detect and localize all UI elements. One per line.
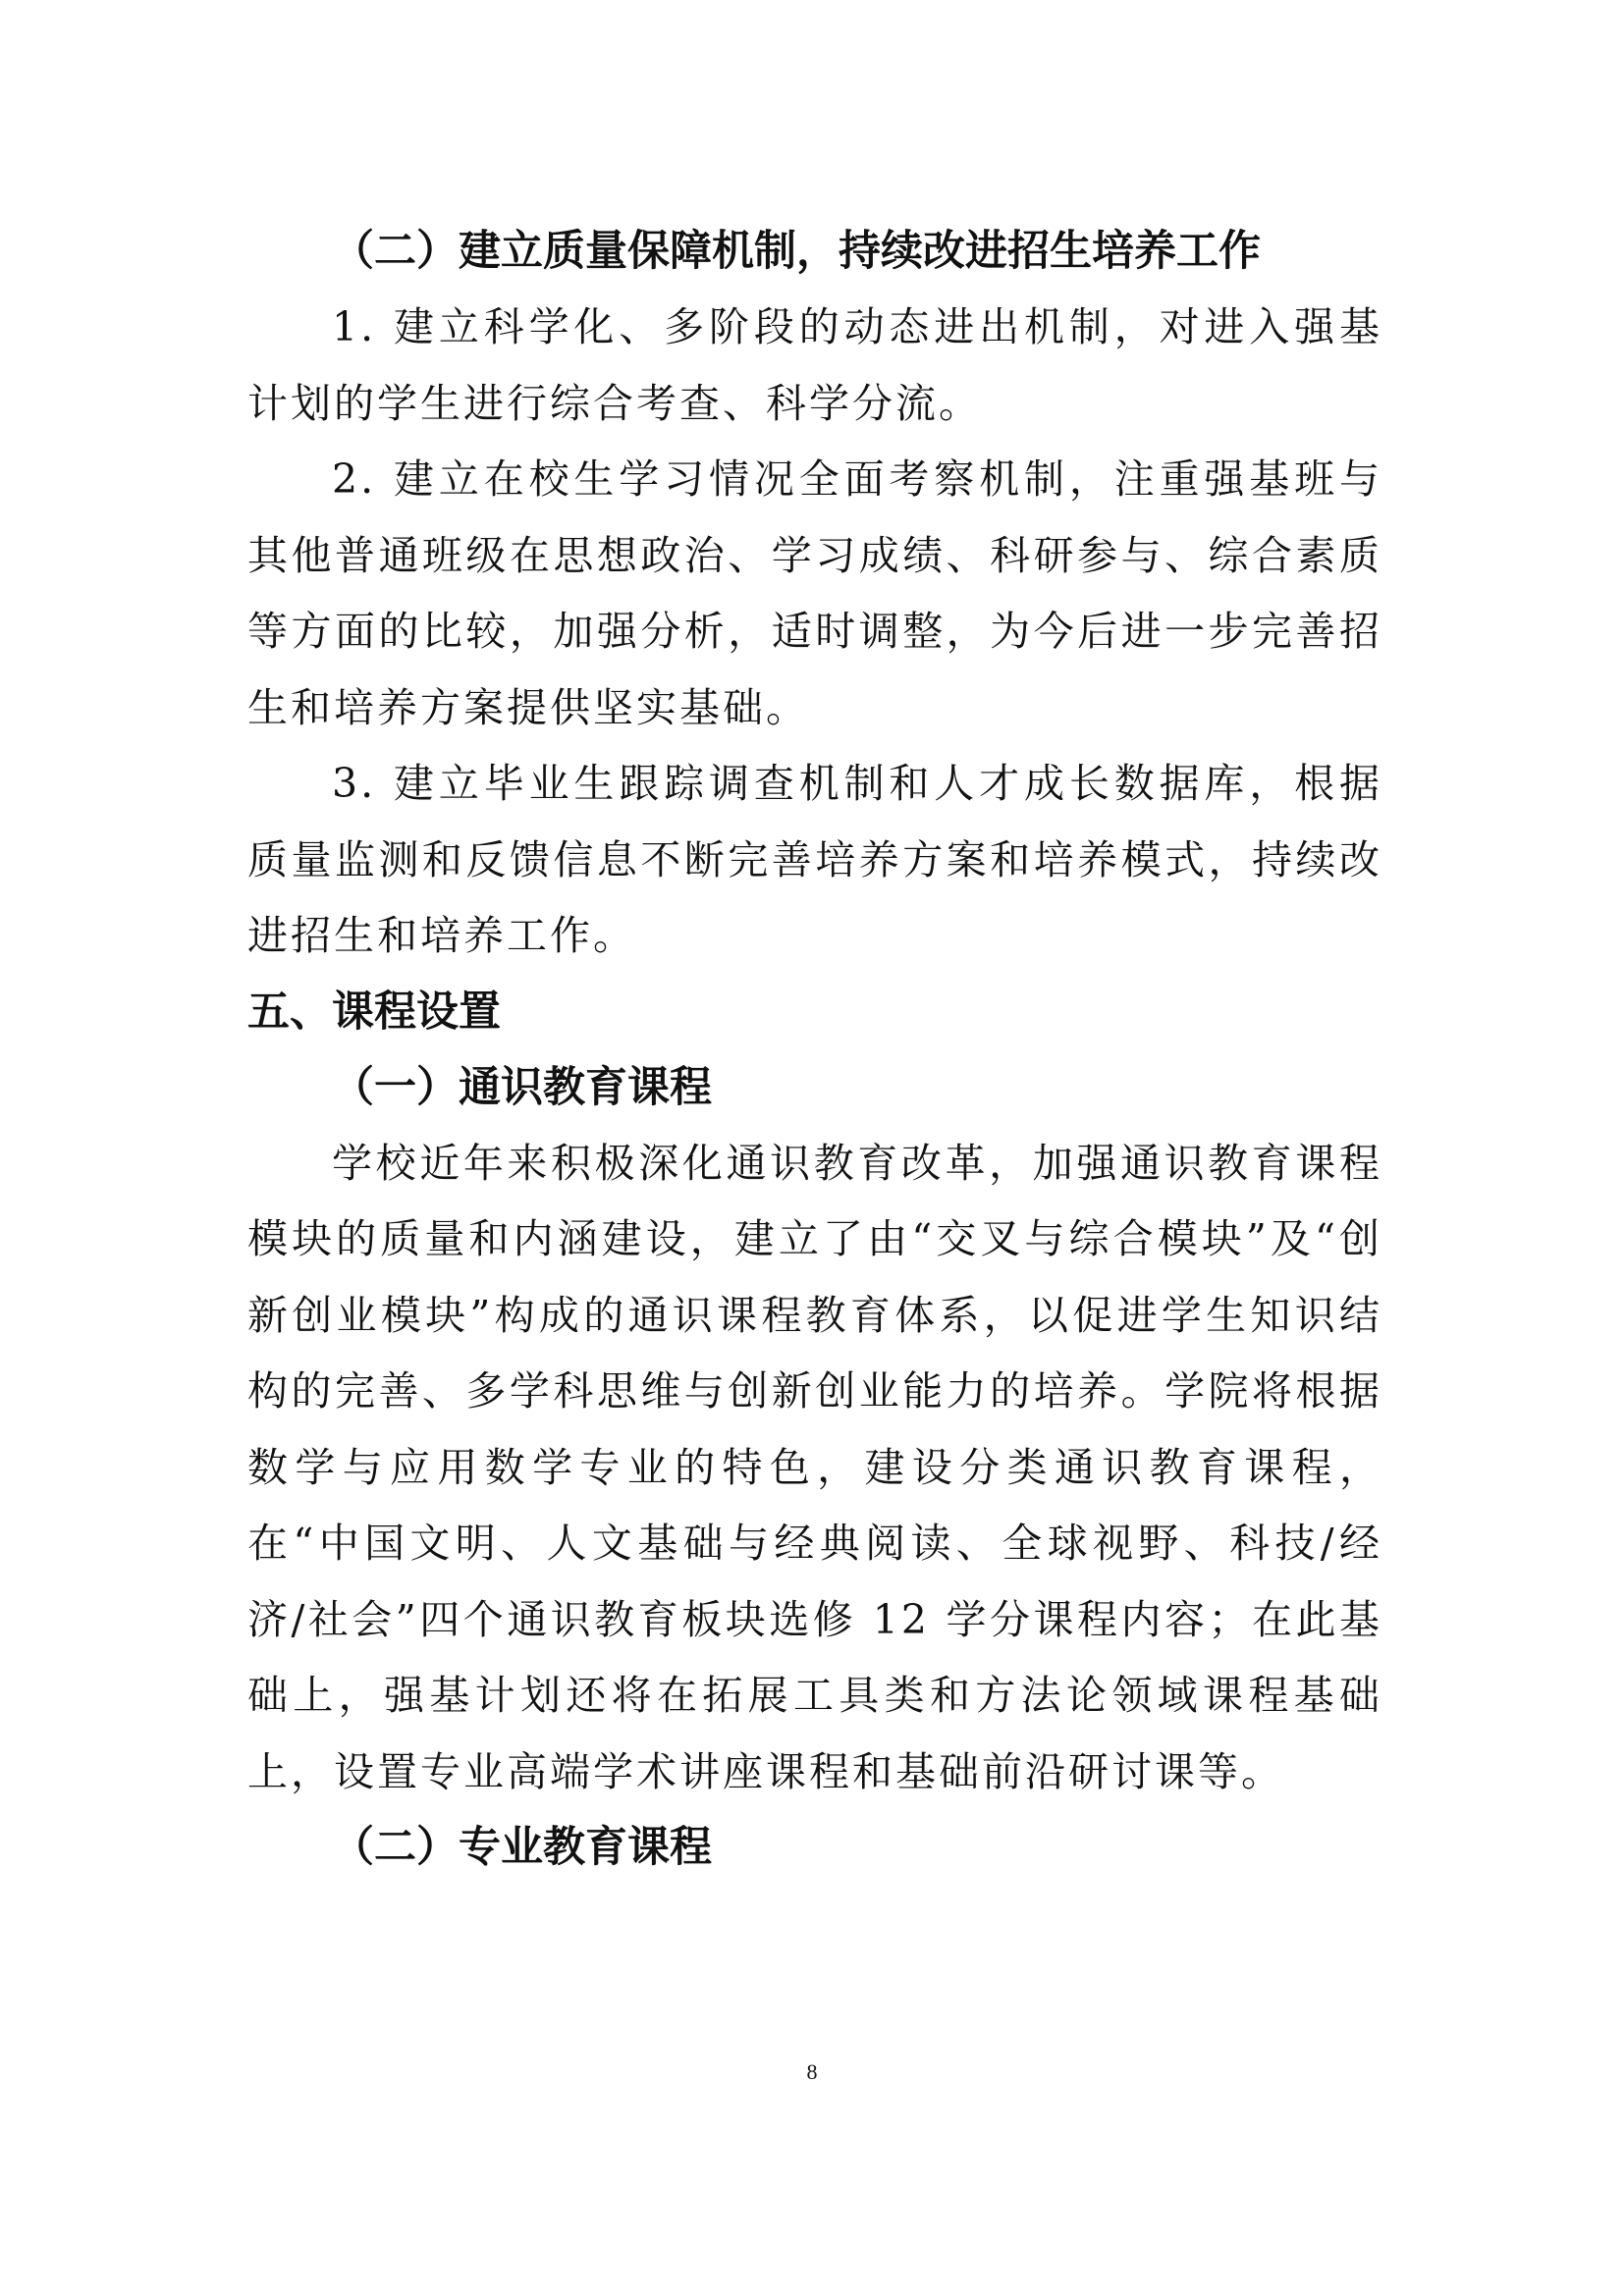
document-page bbox=[247, 214, 1382, 1886]
paragraph-general-education: 学校近年来积极深化通识教育改革，加强通识教育课程模块的质量和内涵建设，建立了由“交叉与综合模块”及“创新创业模块”构成的通识课程教育体系，以促进学生知识结构的完善、多学科思维与创新创业能力的培养。学院将根据数学与应用数学专业的特色，建设分类通识教育课程，在“中国文明、人文基础与经典阅读、全球视野、科技/经济/社会”四个通识教育板块选修 12 学分课程内容；在此基础上，强基计划还将在拓展工具类和方法论领域课程基础上，设置专业高端学术讲座课程和基础前沿研讨课等。 bbox=[247, 1139, 1382, 1795]
subheading-professional-education: （二）专业教育课程 bbox=[332, 1823, 712, 1872]
paragraph-item-1: 1. 建立科学化、多阶段的动态进出机制，对进入强基计划的学生进行综合考查、科学分流。 bbox=[247, 303, 1382, 427]
section-heading-courses: 五、课程设置 bbox=[247, 987, 501, 1037]
page-number: 8 bbox=[806, 2059, 818, 2084]
paragraph-item-3: 3. 建立毕业生跟踪调查机制和人才成长数据库，根据质量监测和反馈信息不断完善培养方案和培养模式，持续改进招生和培养工作。 bbox=[247, 760, 1382, 959]
paragraph-item-2: 2. 建立在校生学习情况全面考察机制，注重强基班与其他普通班级在思想政治、学习成绩、科研参与、综合素质等方面的比较，加强分析，适时调整，为今后进一步完善招生和培养方案提供坚实基础。 bbox=[247, 455, 1382, 731]
section-heading-quality: （二）建立质量保障机制，持续改进招生培养工作 bbox=[332, 227, 1261, 276]
subheading-general-education: （一）通识教育课程 bbox=[332, 1062, 712, 1112]
